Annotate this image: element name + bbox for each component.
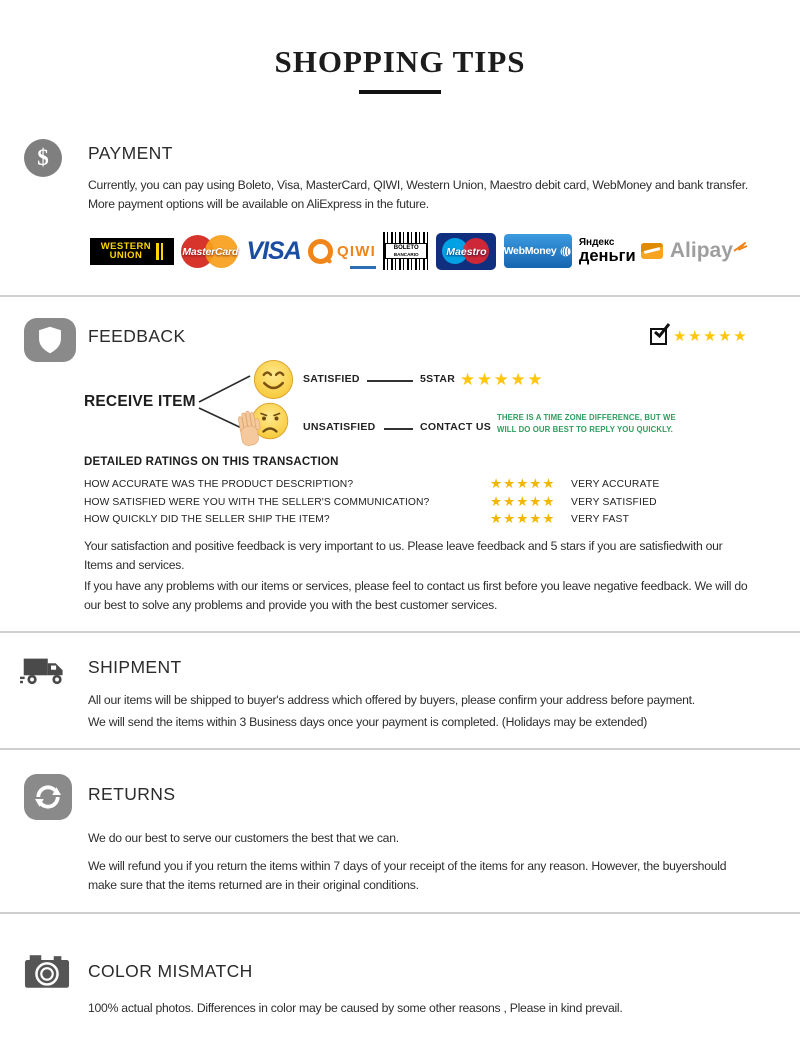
title-underline xyxy=(359,90,441,94)
refresh-arrows-icon xyxy=(24,774,72,820)
western-union-logo xyxy=(90,238,174,265)
section-divider xyxy=(0,631,800,633)
payment-logo-row xyxy=(90,228,748,274)
connector-line xyxy=(384,428,413,430)
visa-logo: VISA xyxy=(246,236,301,265)
rating-row xyxy=(84,476,784,492)
dollar-icon xyxy=(24,139,62,177)
mastercard-label: MasterCard xyxy=(182,245,239,258)
feedback-stars: ★★★★★ xyxy=(673,328,749,345)
receive-item-label: RECEIVE ITEM xyxy=(84,393,196,410)
feedback-paragraph: If you have any problems with our items or services, please feel to contact us first before you leave negative feedback. We will do our best to solve any problems and provide you with the best customer services. xyxy=(84,579,748,612)
rating-row xyxy=(84,494,784,510)
section-divider xyxy=(0,295,800,297)
unsatisfied-face-hand-icon xyxy=(238,400,292,446)
contact-us-label: CONTACT US xyxy=(420,421,492,433)
rating-row xyxy=(84,511,784,527)
rating-question: HOW SATISFIED WERE YOU WITH THE SELLER'S COMMUNICATION? xyxy=(84,496,430,508)
payment-body-line: Currently, you can pay using Boleto, Visa, MasterCard, QIWI, Western Union, Maestro debit card, WebMoney and bank transfer. xyxy=(88,178,748,192)
webmoney-globe-icon xyxy=(560,242,571,261)
section-divider xyxy=(0,748,800,750)
feedback-header-rating xyxy=(650,327,748,345)
feedback-paragraph: Your satisfaction and positive feedback is very important to us. Please leave feedback and 5 stars if you are satisfiedwith our Items and services. xyxy=(84,539,723,572)
mastercard-logo xyxy=(181,233,239,270)
qiwi-q-icon xyxy=(308,239,333,264)
yandex-wallet-icon xyxy=(641,243,663,259)
timezone-note: THERE IS A TIME ZONE DIFFERENCE, BUT WE WILL DO OUR BEST TO REPLY YOU QUICKLY. xyxy=(497,413,676,434)
color-mismatch-heading: COLOR MISMATCH xyxy=(88,961,253,981)
page-title: SHOPPING TIPS xyxy=(274,44,526,79)
section-divider xyxy=(0,912,800,914)
returns-paragraph: We will refund you if you return the items within 7 days of your receipt of the items for any reason. However, the buyershould make sure that the items returned are in their original conditions. xyxy=(88,859,727,892)
maestro-label: Maestro xyxy=(446,245,487,258)
connector-line xyxy=(367,380,413,382)
truck-icon xyxy=(20,654,70,691)
feedback-heading: FEEDBACK xyxy=(88,326,186,346)
yandex-money-logo xyxy=(579,238,663,264)
webmoney-logo xyxy=(504,234,572,268)
rating-question: HOW QUICKLY DID THE SELLER SHIP THE ITEM? xyxy=(84,513,330,525)
rating-label: VERY ACCURATE xyxy=(571,478,660,490)
payment-heading: PAYMENT xyxy=(88,143,173,163)
payment-body xyxy=(88,176,748,214)
qiwi-label: QIWI xyxy=(337,242,376,260)
rating-stars: ★★★★★ xyxy=(490,511,556,526)
returns-paragraph: We do our best to serve our customers the best that we can. xyxy=(88,831,399,845)
alipay-label: Alipay xyxy=(669,239,733,262)
rating-label: VERY SATISFIED xyxy=(571,496,657,508)
rating-question: HOW ACCURATE WAS THE PRODUCT DESCRIPTION? xyxy=(84,478,354,490)
boleto-logo xyxy=(383,232,429,270)
five-star-stars: ★★★★★ xyxy=(460,370,545,389)
alipay-swoosh-icon xyxy=(733,241,748,254)
western-union-label: WESTERN UNION xyxy=(100,240,152,261)
checked-checkbox-icon xyxy=(650,328,667,345)
rating-label: VERY FAST xyxy=(571,513,630,525)
western-union-bars-icon xyxy=(156,243,163,260)
color-mismatch-paragraph: 100% actual photos. Differences in color may be caused by some other reasons , Please in kind prevail. xyxy=(88,1001,623,1015)
returns-heading: RETURNS xyxy=(88,784,176,804)
shipment-heading: SHIPMENT xyxy=(88,657,182,677)
alipay-logo xyxy=(670,239,748,263)
shipment-paragraph: We will send the items within 3 Business days once your payment is completed. (Holidays may be extended) xyxy=(88,715,648,729)
webmoney-label: WebMoney xyxy=(503,245,557,257)
ratings-heading: DETAILED RATINGS ON THIS TRANSACTION xyxy=(84,456,339,468)
dollar-symbol: $ xyxy=(37,145,49,170)
maestro-logo xyxy=(436,233,496,270)
shield-icon xyxy=(24,318,76,362)
qiwi-logo xyxy=(308,239,376,264)
yandex-money-label: Яндекс деньги xyxy=(578,237,636,265)
qiwi-subtext-bar xyxy=(350,266,376,269)
rating-stars: ★★★★★ xyxy=(490,476,556,491)
boleto-label: BOLETO BANCARIO xyxy=(385,243,427,259)
checkmark-icon xyxy=(653,323,670,338)
camera-icon xyxy=(24,953,70,990)
happy-face-icon xyxy=(253,359,294,400)
satisfied-label: SATISFIED xyxy=(303,373,360,385)
shipment-paragraph: All our items will be shipped to buyer's address which offered by buyers, please confirm your address before payment. xyxy=(88,693,695,707)
payment-body-line: More payment options will be available on AliExpress in the future. xyxy=(88,197,429,211)
five-star-label: 5STAR xyxy=(420,373,456,385)
rating-stars: ★★★★★ xyxy=(490,494,556,509)
unsatisfied-label: UNSATISFIED xyxy=(303,421,376,433)
